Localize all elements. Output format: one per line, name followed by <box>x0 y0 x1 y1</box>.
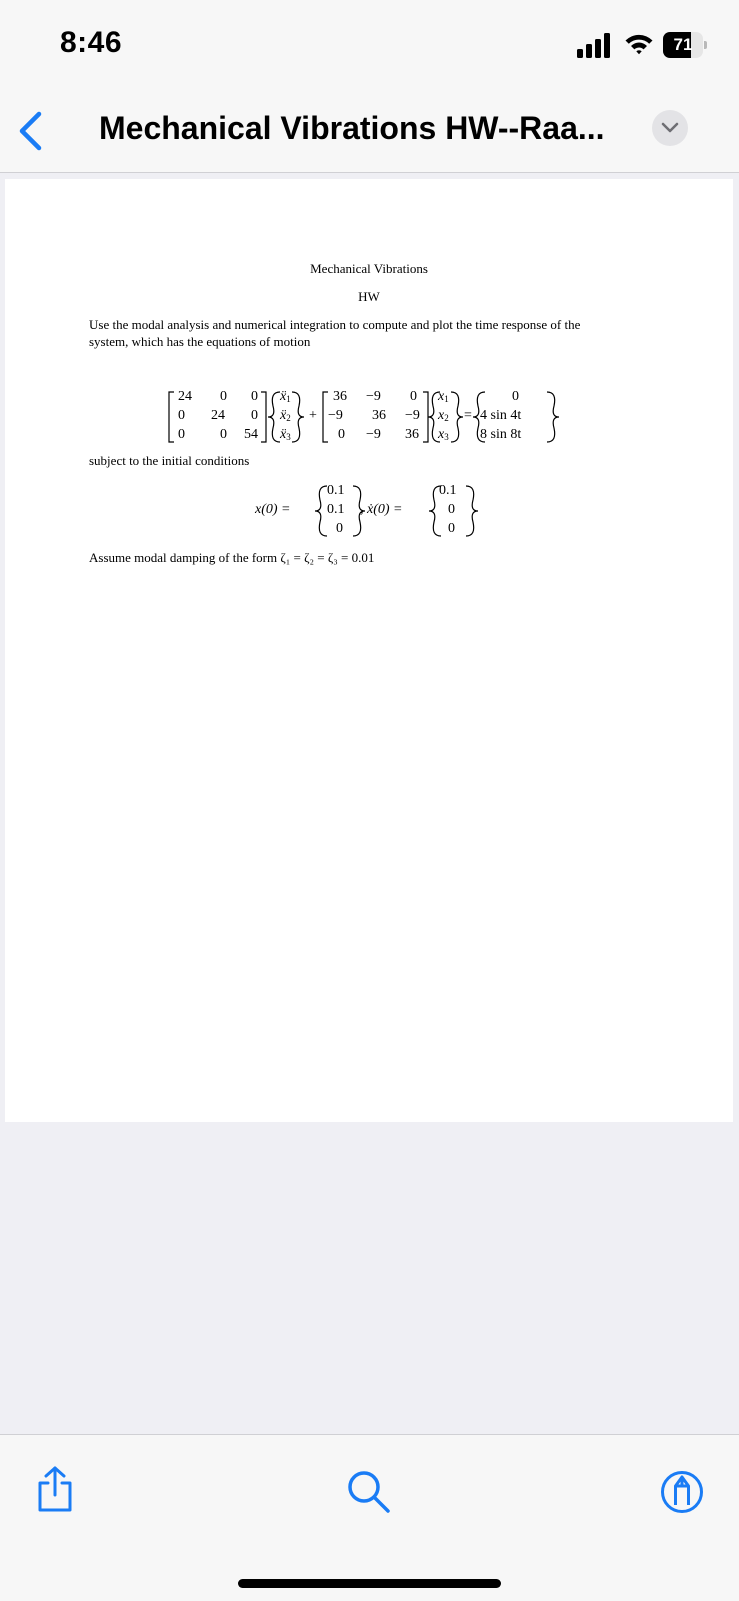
stiffness-cell: 0 <box>338 427 345 442</box>
stiffness-cell: 36 <box>372 408 386 423</box>
mass-cell: 0 <box>178 427 185 442</box>
signal-icon <box>577 32 615 58</box>
plus-sign: + <box>309 408 317 423</box>
accel-entry: ẍ$_3$ <box>280 427 291 442</box>
share-button[interactable] <box>34 1465 76 1513</box>
search-icon <box>350 1473 388 1511</box>
back-button[interactable] <box>12 106 52 156</box>
pdf-page[interactable] <box>5 179 733 1122</box>
intro-line-1: Use the modal analysis and numerical integration to compute and plot the time response of the <box>89 317 581 332</box>
accel-entry: ẍ$_2$ <box>280 408 291 423</box>
stiffness-cell: 36 <box>405 427 419 442</box>
force-entry: 0 <box>512 389 519 404</box>
stiffness-cell: −9 <box>405 408 420 423</box>
x0-lhs: x(0) = <box>255 502 291 517</box>
x0-entry: 0.1 <box>327 483 345 498</box>
status-bar <box>0 0 739 90</box>
x0-entry: 0.1 <box>327 502 345 517</box>
markup-button[interactable] <box>660 1470 704 1514</box>
force-entry: 4 sin 4t <box>480 408 522 423</box>
doc-subheading: HW <box>358 289 380 304</box>
mass-cell: 0 <box>220 427 227 442</box>
equals-sign: = <box>464 408 472 423</box>
share-icon <box>40 1468 70 1510</box>
xdot0-entry: 0 <box>448 521 455 536</box>
back-chevron-icon <box>22 114 39 148</box>
mass-cell: 0 <box>251 389 258 404</box>
mass-cell: 24 <box>211 408 225 423</box>
document-title[interactable]: Mechanical Vibrations HW--Raa... <box>99 110 605 146</box>
nav-bar <box>0 90 739 173</box>
battery-icon <box>663 32 707 58</box>
disp-entry: $x_1$ <box>438 389 449 404</box>
accel-entry: ẍ$_1$ <box>280 389 291 404</box>
mass-cell: 24 <box>178 389 192 404</box>
xdot0-entry: 0 <box>448 502 455 517</box>
title-menu-button[interactable] <box>652 110 688 146</box>
mass-cell: 0 <box>178 408 185 423</box>
force-entry: 8 sin 8t <box>480 427 522 442</box>
markup-icon <box>663 1473 702 1512</box>
initial-conditions-label: subject to the initial conditions <box>89 453 250 468</box>
stiffness-cell: −9 <box>366 389 381 404</box>
stiffness-cell: −9 <box>328 408 343 423</box>
stiffness-cell: 0 <box>410 389 417 404</box>
mass-cell: 0 <box>220 389 227 404</box>
xdot0-lhs: , ẋ(0) = <box>360 502 403 517</box>
doc-heading: Mechanical Vibrations <box>310 261 428 276</box>
xdot0-entry: 0.1 <box>439 483 457 498</box>
wifi-icon <box>624 32 654 56</box>
home-indicator <box>238 1579 501 1588</box>
stiffness-cell: 36 <box>333 389 347 404</box>
status-time: 8:46 <box>60 26 123 59</box>
search-button[interactable] <box>346 1469 392 1515</box>
disp-entry: $x_3$ <box>438 427 449 442</box>
equation-of-motion <box>168 389 568 445</box>
damping-text: Assume modal damping of the form ζ₁ = ζ₂ = ζ₃ = 0.01 <box>89 550 375 565</box>
intro-line-2: system, which has the equations of motion <box>89 334 311 349</box>
mass-cell: 0 <box>251 408 258 423</box>
chevron-down-icon <box>660 119 680 137</box>
mass-cell: 54 <box>244 427 258 442</box>
disp-entry: $x_2$ <box>438 408 449 423</box>
battery-level: 71 <box>673 35 693 54</box>
x0-entry: 0 <box>336 521 343 536</box>
initial-conditions-equation <box>255 483 485 539</box>
bottom-toolbar <box>0 1434 739 1601</box>
stiffness-cell: −9 <box>366 427 381 442</box>
